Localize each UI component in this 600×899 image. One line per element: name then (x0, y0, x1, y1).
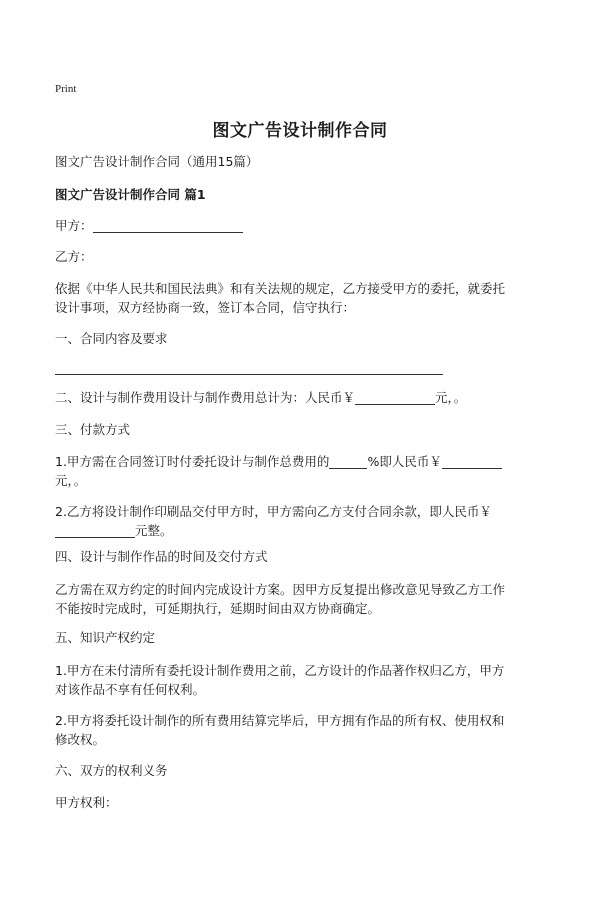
ip-2-line-2: 修改权。 (55, 732, 106, 747)
section-heading-1: 图文广告设计制作合同 篇1 (55, 187, 206, 202)
section-4-line-2: 不能按时完成时，可延期执行，延期时间由双方协商确定。 (55, 601, 381, 616)
document-title: 图文广告设计制作合同 (212, 121, 388, 141)
section-3-heading: 三、付款方式 (55, 422, 131, 437)
party-b-line (55, 247, 93, 267)
section-6-heading: 六、双方的权利义务 (55, 763, 168, 778)
payment-2-line-2 (55, 521, 173, 541)
party-a-blank (93, 218, 243, 233)
section-4-line-1: 乙方需在双方约定的时间内完成设计方案。因甲方反复提出修改意见导致乙方工作 (55, 582, 506, 597)
party-a-rights-heading: 甲方权利： (55, 795, 118, 810)
section-2-suffix: 元，。 (435, 390, 467, 405)
document-subtitle: 图文广告设计制作合同（通用15篇） (55, 154, 259, 169)
payment-1-line-1 (55, 452, 502, 472)
section-2-prefix: 二、设计与制作费用设计与制作费用总计为：人民币￥ (55, 390, 356, 405)
intro-line-1: 依据《中华人民共和国民法典》和有关法规的规定，乙方接受甲方的委托，就委托 (55, 281, 506, 296)
payment-1-percent-blank (329, 454, 367, 469)
party-a-line (55, 216, 243, 236)
section-5-heading: 五、知识产权约定 (55, 630, 156, 645)
section-1-heading: 一、合同内容及要求 (55, 331, 168, 346)
ip-1-line-2: 对该作品不享有任何权利。 (55, 682, 206, 697)
payment-2-amount-blank (55, 523, 135, 538)
payment-1-middle: %即人民币￥ (367, 454, 442, 469)
intro-line-2: 设计事项，双方经协商一致，签订本合同，信守执行： (55, 300, 356, 315)
section-2-line (55, 388, 466, 408)
section-4-heading: 四、设计与制作作品的时间及交付方式 (55, 549, 268, 564)
party-a-label: 甲方： (55, 218, 93, 233)
party-b-label: 乙方： (55, 249, 93, 264)
ip-2-line-1: 2.甲方将委托设计制作的所有费用结算完毕后，甲方拥有作品的所有权、使用权和 (55, 713, 505, 728)
payment-1-amount-blank (442, 454, 502, 469)
section-1-blank-rule (55, 374, 443, 375)
section-2-amount-blank (355, 390, 435, 405)
payment-1-prefix: 1.甲方需在合同签订时付委托设计与制作总费用的 (55, 454, 330, 469)
payment-2-line-1: 2.乙方将设计制作印刷品交付甲方时，甲方需向乙方支付合同余款，即人民币￥ (55, 504, 492, 519)
payment-1-line-2: 元，。 (55, 473, 87, 488)
payment-2-suffix: 元整。 (135, 523, 173, 538)
ip-1-line-1: 1.甲方在未付清所有委托设计制作费用之前，乙方设计的作品著作权归乙方，甲方 (55, 663, 505, 678)
print-label: Print (55, 83, 77, 95)
